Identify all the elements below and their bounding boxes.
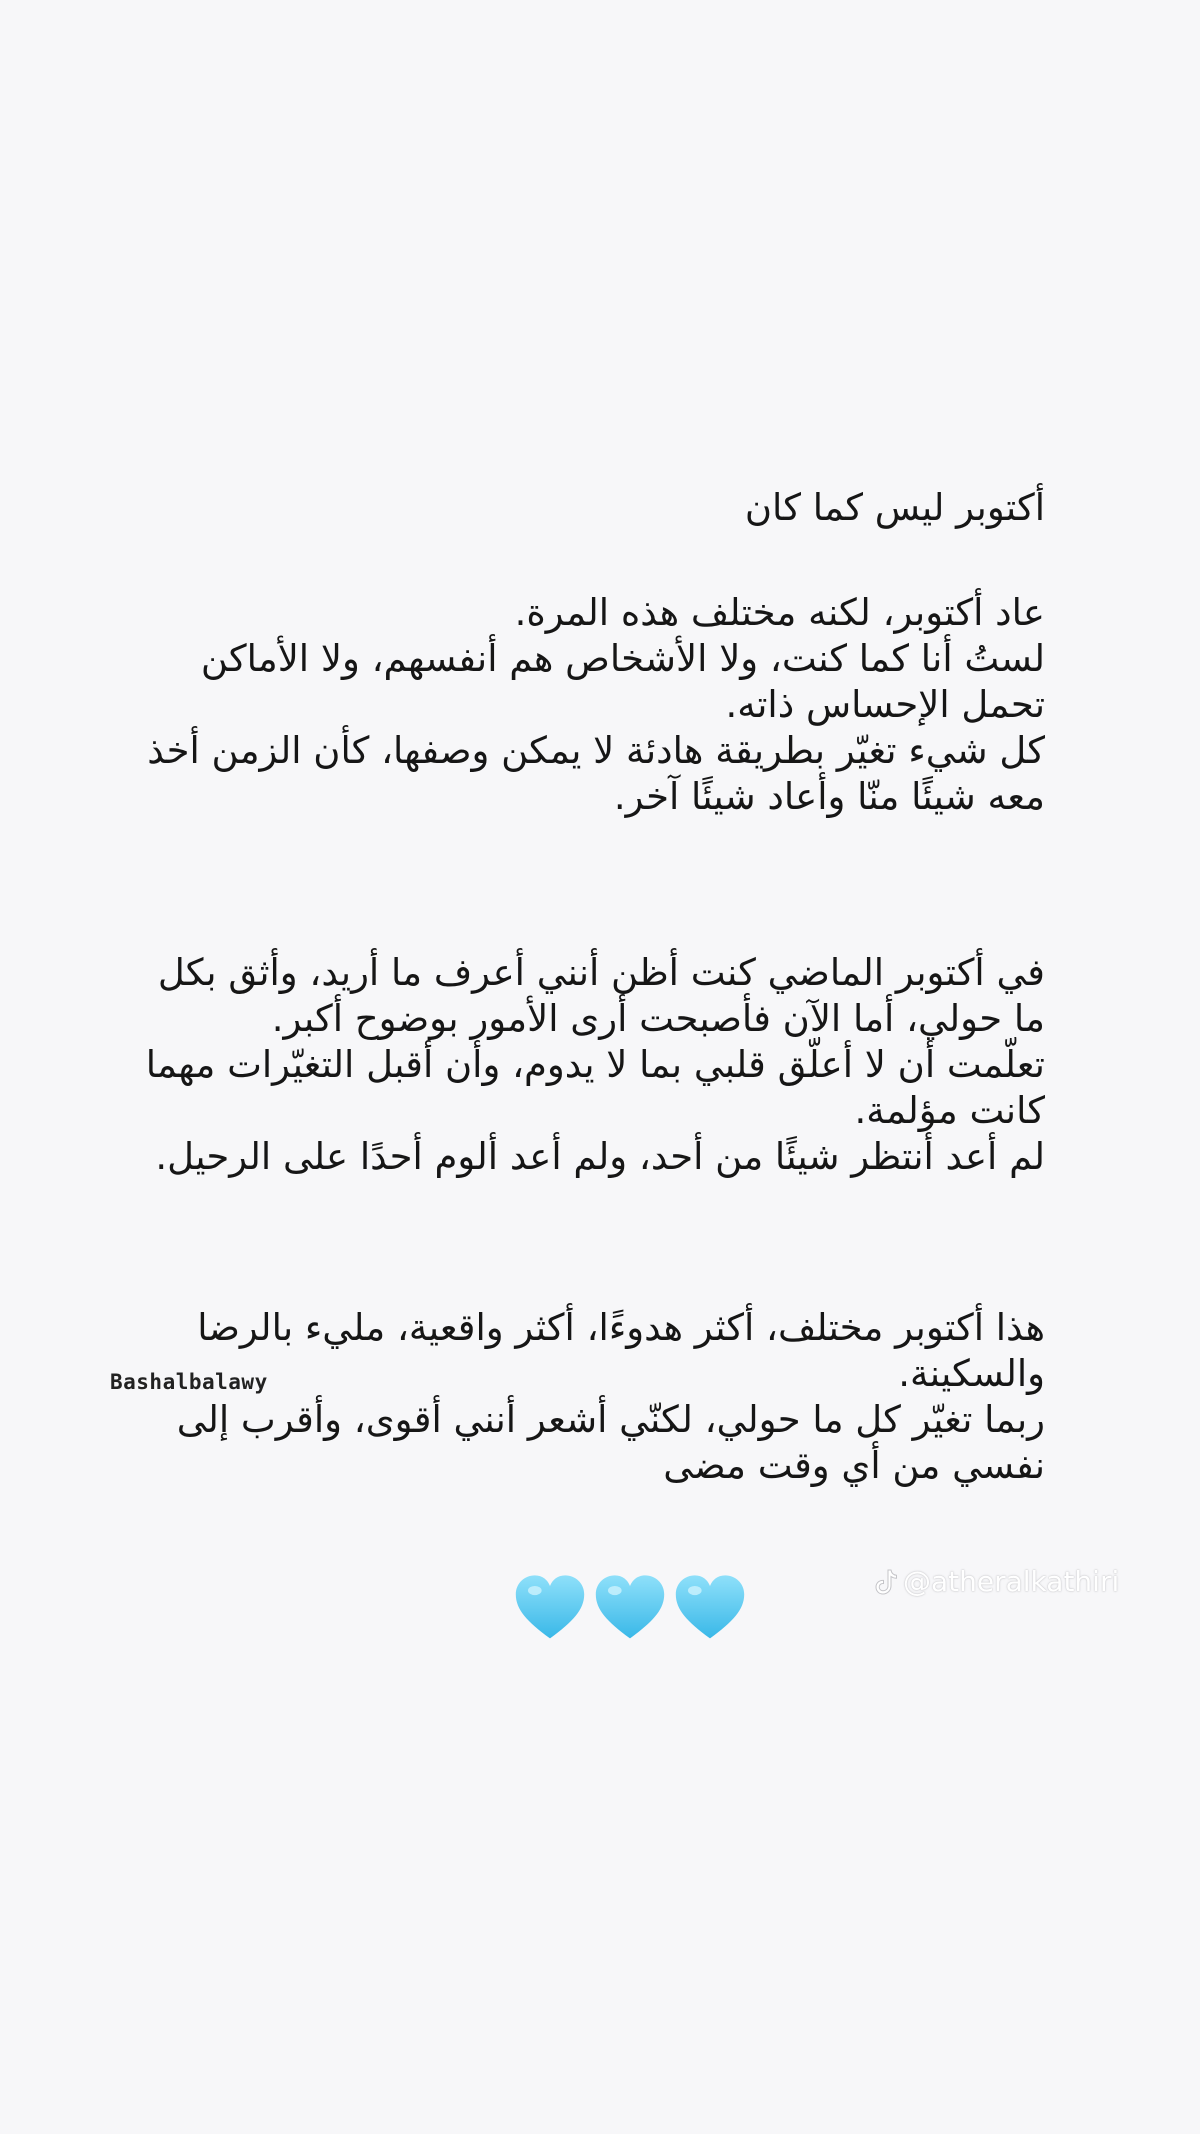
- watermark-handle: @atheralkathiri: [903, 1565, 1120, 1598]
- text-line: كل شيء تغيّر بطريقة هادئة لا يمكن وصفها، كأن الزمن أخذ: [147, 729, 1045, 772]
- text-line: ما حولي، أما الآن فأصبحت أرى الأمور بوضوح أكبر.: [271, 997, 1045, 1040]
- text-line: معه شيئًا منّا وأعاد شيئًا آخر.: [613, 775, 1045, 818]
- light-blue-heart-icon: [512, 1570, 588, 1646]
- light-blue-heart-icon: [592, 1570, 668, 1646]
- paragraph-2: [140, 950, 1045, 1180]
- title-line: أكتوبر ليس كما كان: [744, 486, 1045, 529]
- paragraph-3: [140, 1305, 1045, 1489]
- text-line: ربما تغيّر كل ما حولي، لكنّي أشعر أنني أقوى، وأقرب إلى: [176, 1398, 1045, 1441]
- author-signature: Bashalbalawy: [110, 1370, 268, 1394]
- paragraph-1: [140, 590, 1045, 820]
- tiktok-watermark: [875, 1565, 1119, 1598]
- text-line: عاد أكتوبر، لكنه مختلف هذه المرة.: [514, 591, 1045, 634]
- text-line: نفسي من أي وقت مضى: [663, 1444, 1045, 1487]
- text-line: كانت مؤلمة.: [854, 1089, 1045, 1132]
- text-line: لم أعد أنتظر شيئًا من أحد، ولم أعد ألوم أحدًا على الرحيل.: [155, 1135, 1045, 1178]
- text-line: والسكينة.: [898, 1352, 1045, 1395]
- text-line: تعلّمت أن لا أعلّق قلبي بما لا يدوم، وأن أقبل التغيّرات مهما: [145, 1043, 1045, 1086]
- post-title: [140, 485, 1045, 531]
- light-blue-heart-icon: [672, 1570, 748, 1646]
- hearts-row: [512, 1570, 752, 1650]
- text-line: تحمل الإحساس ذاته.: [725, 683, 1045, 726]
- tiktok-icon: [875, 1568, 899, 1596]
- text-line: لستُ أنا كما كنت، ولا الأشخاص هم أنفسهم، ولا الأماكن: [200, 637, 1045, 680]
- text-line: في أكتوبر الماضي كنت أظن أنني أعرف ما أريد، وأثق بكل: [157, 951, 1045, 994]
- text-line: هذا أكتوبر مختلف، أكثر هدوءًا، أكثر واقعية، مليء بالرضا: [197, 1306, 1045, 1349]
